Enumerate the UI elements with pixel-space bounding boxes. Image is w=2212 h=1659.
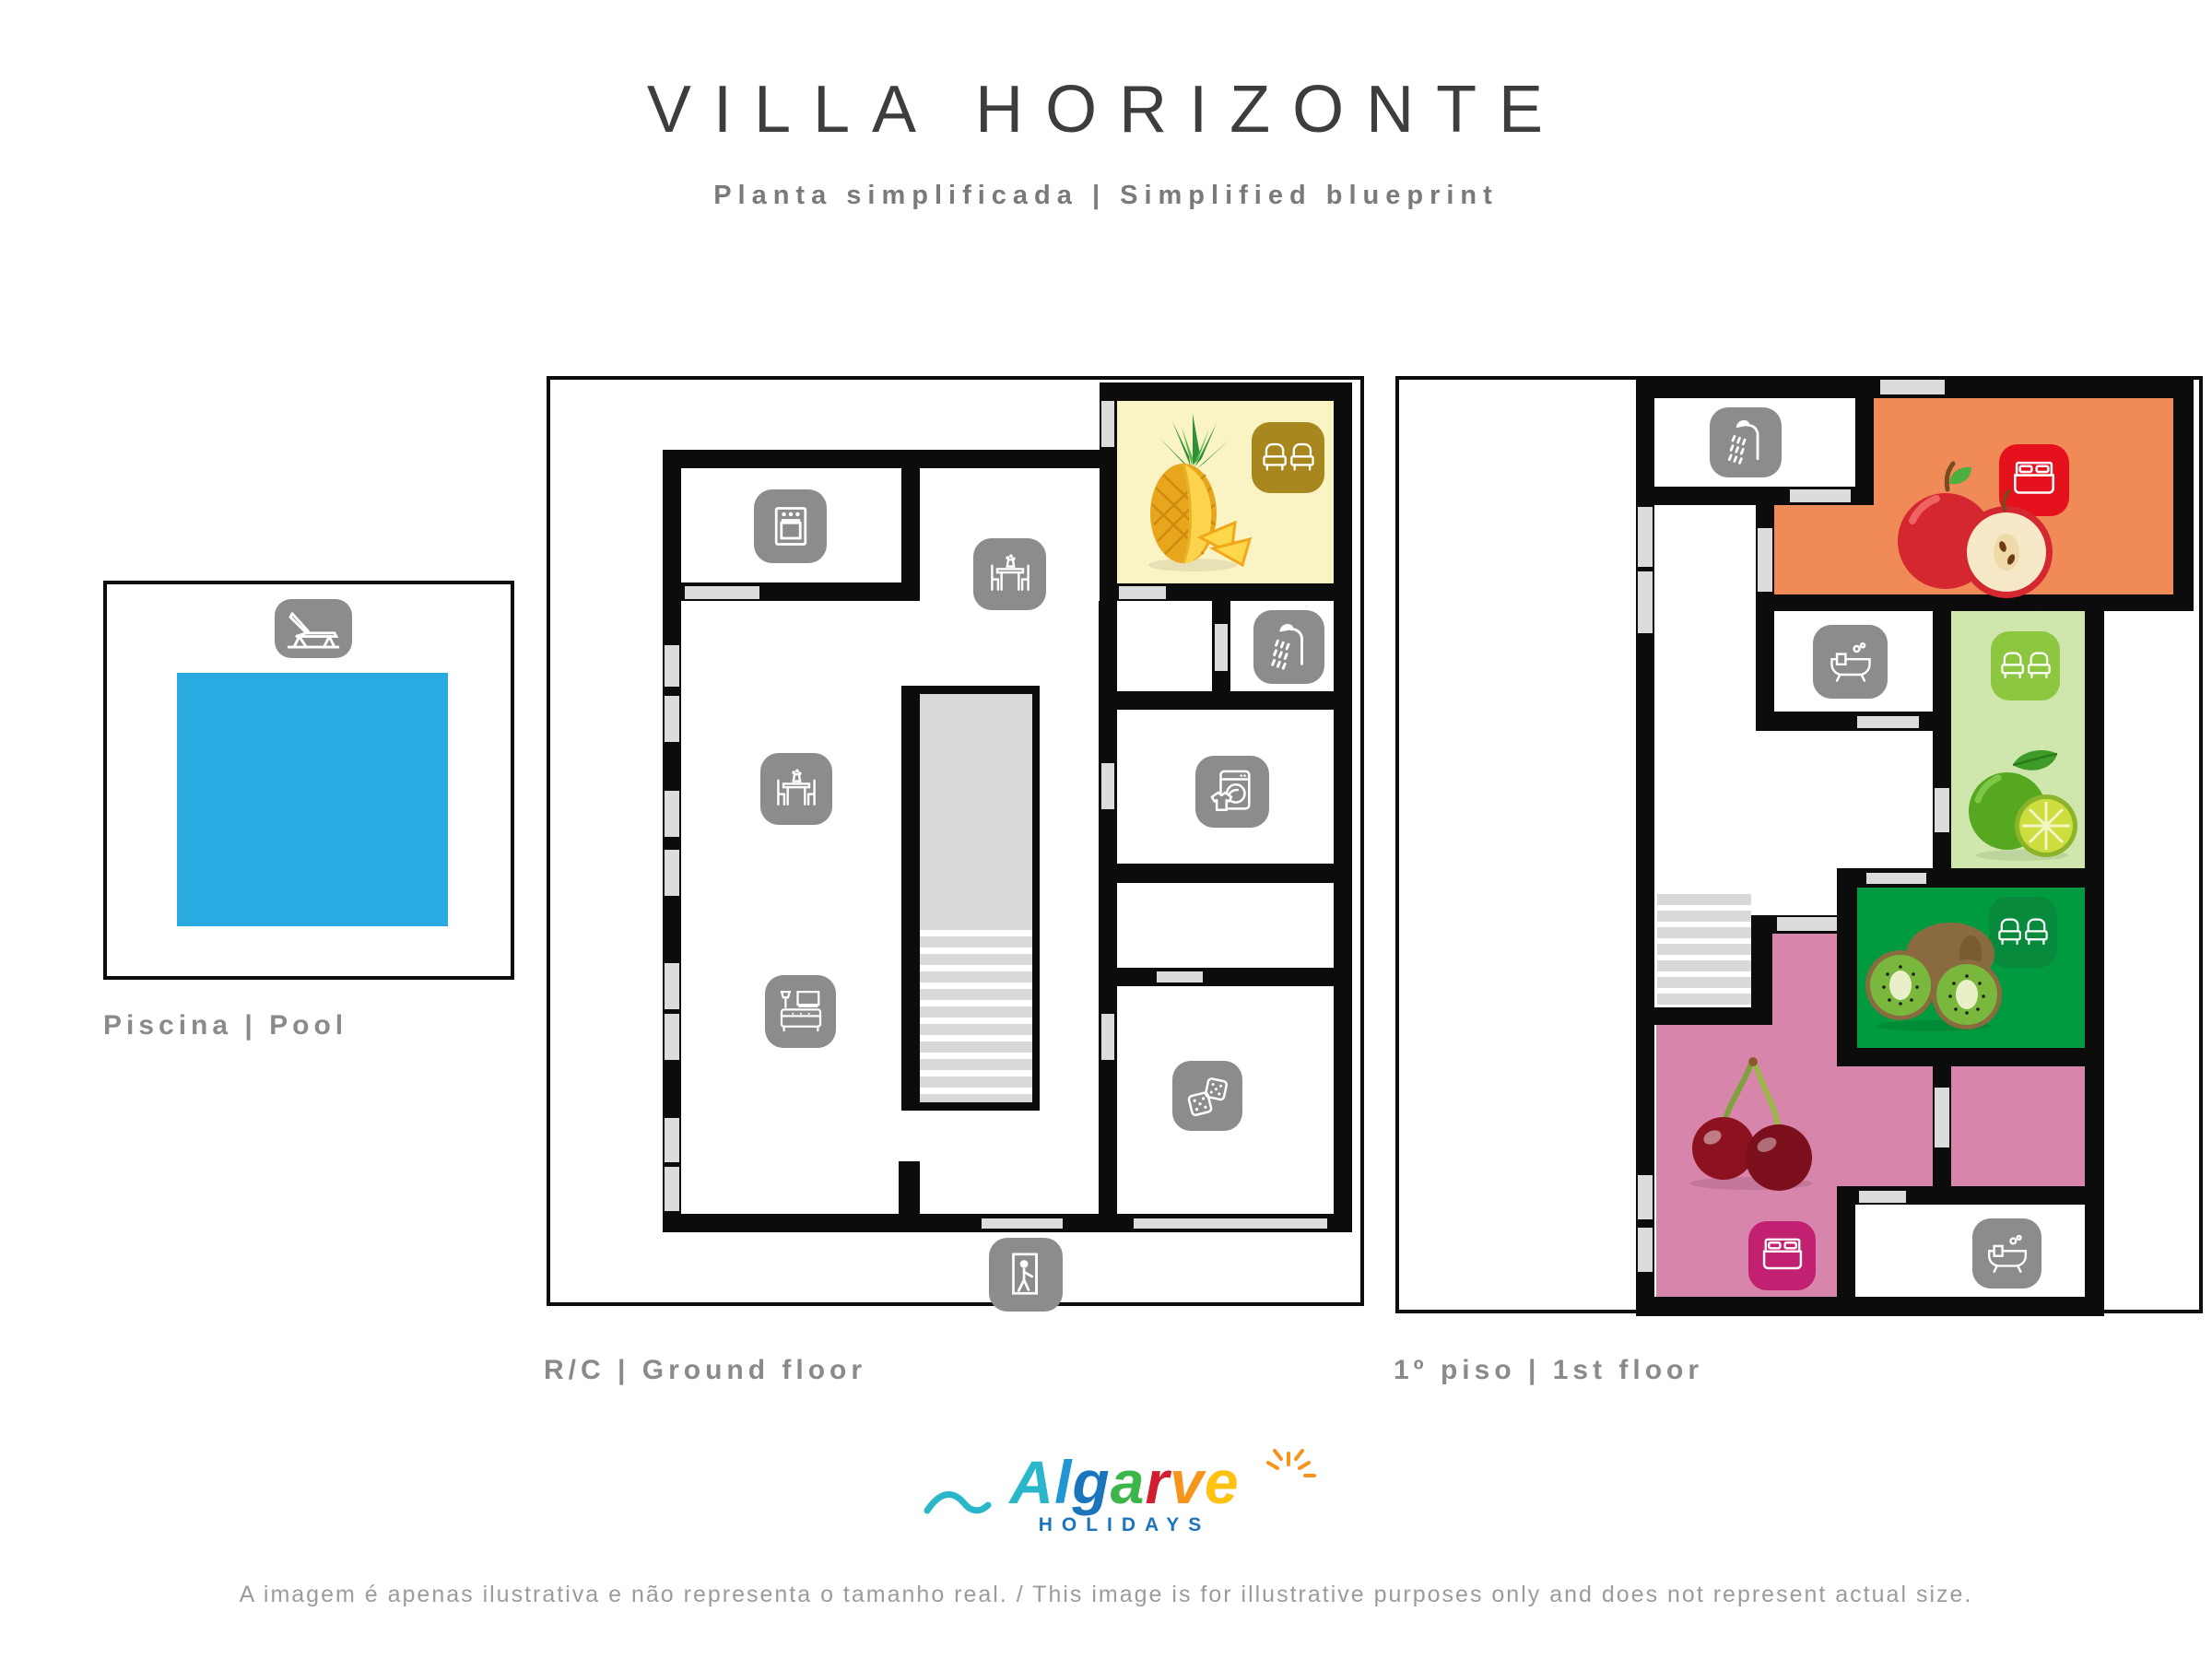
- door-opening: [982, 1218, 1063, 1229]
- wall-segment: [1334, 382, 1352, 1232]
- apple-image: [1894, 456, 2058, 616]
- oven-icon: [754, 489, 827, 563]
- wall-segment: [1100, 382, 1352, 401]
- page-subtitle: Planta simplificada | Simplified blueprint: [713, 181, 1499, 210]
- stair-step: [920, 1077, 1032, 1088]
- logo-letter: l: [1054, 1448, 1073, 1516]
- door-opening: [665, 791, 679, 837]
- door-opening: [665, 850, 679, 896]
- stair-step: [920, 919, 1032, 930]
- twin-beds-icon: [1991, 631, 2060, 700]
- stair-step: [920, 1041, 1032, 1053]
- sun-icon: [1259, 1446, 1318, 1483]
- twin-beds-icon: [1252, 422, 1324, 493]
- wall-segment: [663, 450, 681, 1232]
- wall-segment: [899, 1161, 920, 1214]
- wall-segment: [2085, 594, 2104, 1316]
- door-opening: [1638, 507, 1653, 567]
- wall-segment: [1756, 712, 1951, 731]
- door-opening: [1119, 586, 1166, 599]
- door-opening: [665, 645, 679, 687]
- wall-segment: [901, 686, 1040, 694]
- door-opening: [1134, 1218, 1327, 1229]
- door-opening: [1935, 1088, 1949, 1147]
- stair-step: [920, 936, 1032, 947]
- dining-table-icon: [760, 753, 832, 825]
- stair-step: [920, 1006, 1032, 1018]
- door-opening: [1215, 624, 1228, 671]
- bathtub-icon: [1813, 625, 1888, 699]
- wall-segment: [2173, 376, 2194, 611]
- door-opening: [665, 1118, 679, 1162]
- door-opening: [1101, 763, 1114, 809]
- door-opening: [1866, 873, 1926, 884]
- stair-step: [920, 954, 1032, 965]
- lime-image: [1965, 745, 2079, 867]
- exit-icon: [989, 1238, 1063, 1312]
- wall-segment: [901, 1102, 1040, 1111]
- door-opening: [685, 586, 759, 599]
- logo-letter: v: [1170, 1448, 1205, 1516]
- logo-letter: e: [1204, 1448, 1240, 1516]
- dining-table-icon: [973, 538, 1046, 610]
- wall-segment: [1855, 376, 1874, 487]
- wall-segment: [901, 686, 920, 1111]
- stair-step: [1657, 894, 1751, 905]
- stair-step: [1657, 927, 1751, 938]
- door-opening: [665, 1014, 679, 1060]
- stair-step: [1657, 911, 1751, 922]
- door-opening: [1157, 971, 1203, 982]
- logo-letter: r: [1145, 1448, 1171, 1516]
- door-opening: [665, 963, 679, 1009]
- ground-floor-label: R/C | Ground floor: [544, 1355, 867, 1385]
- wall-segment: [663, 450, 1100, 468]
- door-opening: [665, 696, 679, 742]
- sun-lounger-icon: [275, 599, 352, 658]
- door-opening: [1935, 788, 1949, 832]
- cherries-image: [1676, 1053, 1825, 1195]
- door-opening: [1101, 401, 1114, 447]
- wall-segment: [1837, 1186, 1855, 1297]
- door-opening: [1777, 917, 1837, 931]
- first-floor-label: 1º piso | 1st floor: [1394, 1355, 1704, 1385]
- shower-icon: [1710, 407, 1782, 477]
- door-opening: [1758, 528, 1772, 592]
- wall-segment: [1837, 1048, 2104, 1066]
- kiwi-image: [1860, 915, 2009, 1038]
- pineapple-image: [1135, 410, 1257, 579]
- bathtub-icon: [1972, 1218, 2041, 1288]
- wall-segment: [1636, 1007, 1772, 1025]
- stairs-landing: [920, 694, 1032, 919]
- pool-label: Piscina | Pool: [103, 1010, 348, 1041]
- door-opening: [1638, 1175, 1653, 1219]
- logo-letter: g: [1072, 1448, 1111, 1516]
- room-pink: [1951, 1066, 2085, 1186]
- double-bed-icon: [1748, 1221, 1816, 1290]
- logo-subtext: HOLIDAYS: [1038, 1514, 1211, 1535]
- door-opening: [1857, 716, 1919, 728]
- wall-segment: [1117, 864, 1334, 883]
- door-opening: [1880, 380, 1945, 394]
- wall-segment: [901, 468, 920, 601]
- dice-icon: [1172, 1061, 1242, 1131]
- door-opening: [1101, 1014, 1114, 1060]
- stair-step: [1657, 960, 1751, 971]
- washing-machine-icon: [1195, 756, 1269, 828]
- stair-step: [1657, 994, 1751, 1005]
- wall-segment: [1099, 601, 1117, 1214]
- door-opening: [665, 1167, 679, 1211]
- stair-step: [1657, 944, 1751, 955]
- disclaimer-text: A imagem é apenas ilustrativa e não representa o tamanho real. / This image is for illustrative purposes only and does not represent actual size.: [239, 1582, 1973, 1607]
- wave-icon: [924, 1485, 1025, 1518]
- stair-step: [920, 989, 1032, 1000]
- stair-step: [920, 1024, 1032, 1035]
- wall-segment: [1099, 691, 1334, 710]
- wall-segment: [1837, 888, 1857, 1048]
- wall-segment: [1636, 1297, 2104, 1316]
- page-title: VILLA HORIZONTE: [646, 73, 1566, 147]
- wall-segment: [1117, 968, 1334, 986]
- stair-step: [920, 971, 1032, 982]
- sofa-tv-icon: [765, 975, 836, 1048]
- stair-step: [1657, 977, 1751, 988]
- stair-step: [920, 1059, 1032, 1070]
- algarve-holidays-logo: [959, 1448, 1290, 1536]
- logo-letter: A: [1009, 1448, 1055, 1516]
- door-opening: [1859, 1191, 1906, 1203]
- door-opening: [1638, 571, 1653, 633]
- door-opening: [1790, 489, 1851, 502]
- door-opening: [1638, 1228, 1653, 1272]
- wall-segment: [1032, 686, 1040, 1111]
- pool-water: [177, 673, 448, 926]
- shower-icon: [1253, 610, 1324, 684]
- logo-letter: a: [1110, 1448, 1146, 1516]
- room-apple-bedroom: [1768, 505, 1874, 594]
